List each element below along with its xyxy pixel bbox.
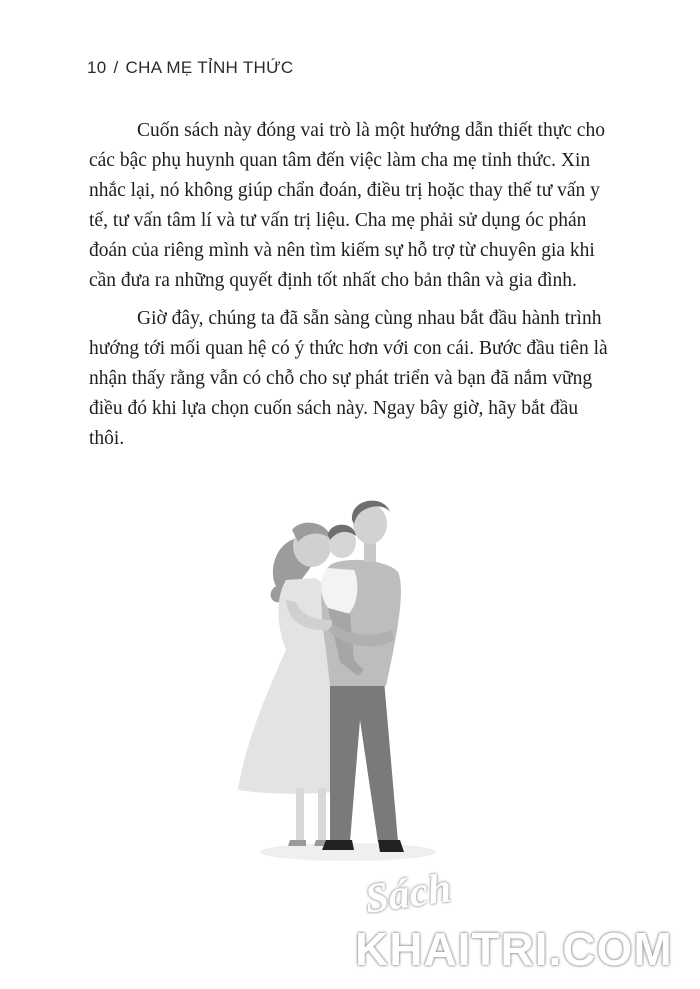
running-head bbox=[87, 58, 293, 78]
body-text bbox=[89, 116, 609, 462]
paragraph-2: Giờ đây, chúng ta đã sẵn sàng cùng nhau bắt đầu hành trình hướng tới mối quan hệ có ý thức hơn với con cái. Bước đầu tiên là nhận thấy rằng vẫn có chỗ cho sự phát triển và bạn đã nắm vững điều đó khi lựa chọn cuốn sách này. Ngay bây giờ, hãy bắt đầu thôi. bbox=[89, 308, 608, 449]
family-illustration bbox=[228, 490, 478, 875]
paragraph-1: Cuốn sách này đóng vai trò là một hướng dẫn thiết thực cho các bậc phụ huynh quan tâm đến việc làm cha mẹ tỉnh thức. Xin nhắc lại, nó không giúp chẩn đoán, điều trị hoặc thay thế tư vấn y tế, tư vấn tâm lí và tư vấn trị liệu. Cha mẹ phải sử dụng óc phán đoán của riêng mình và nên tìm kiếm sự hỗ trợ từ chuyên gia khi cần đưa ra những quyết định tốt nhất cho bản thân và gia đình. bbox=[89, 120, 605, 291]
header-separator: / bbox=[113, 58, 119, 77]
page-number: 10 bbox=[87, 58, 107, 77]
family-illustration-icon bbox=[228, 490, 478, 875]
book-title: CHA MẸ TỈNH THỨC bbox=[125, 58, 294, 77]
watermark-brand: KHAITRI.COM bbox=[355, 923, 673, 975]
watermark-script: Sách bbox=[362, 865, 455, 923]
watermark-logo bbox=[355, 865, 685, 980]
